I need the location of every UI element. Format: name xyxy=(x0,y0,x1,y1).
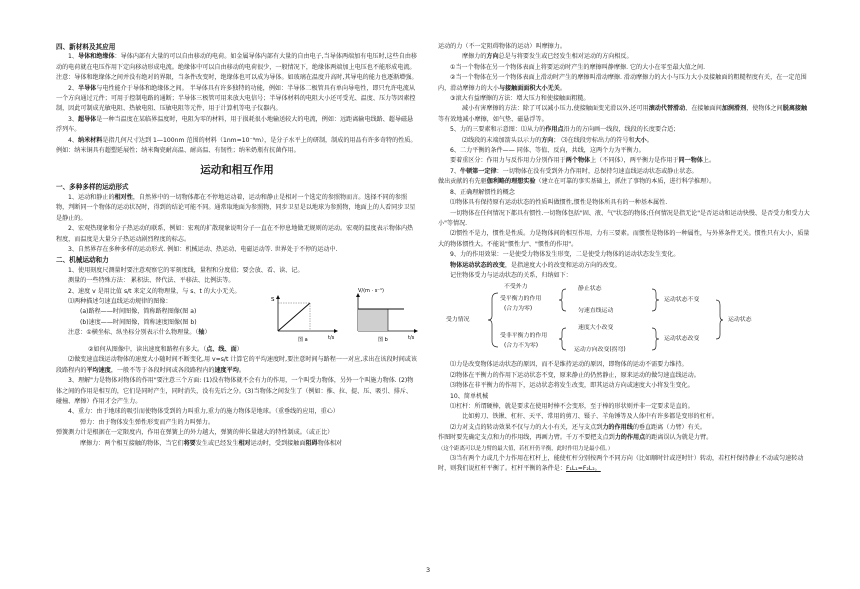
paragraph xyxy=(56,84,418,115)
emphasis-text: 作用点 xyxy=(545,126,564,134)
paragraph: ①当一个物体在另一个物体表面上将要运动时产生的摩擦叫静摩擦. 它的大小在零至最大值之间. xyxy=(450,63,706,71)
body-text: 5、力的三要素和示意图：⑴从力的 xyxy=(450,126,546,134)
paragraph xyxy=(438,125,810,135)
paragraph: ⑴力是改变物体运动状态的原因，而不是维持运动的原因，即物体的运动不需要力维持。 xyxy=(450,361,688,369)
tree-no-force: 不受外力 xyxy=(504,284,528,291)
paragraph xyxy=(56,439,418,449)
paragraph xyxy=(438,156,810,166)
paragraph: ⑴物体具有保持原有运动状态的性质叫做惯性,惯性是物体所具有的一种基本属性. xyxy=(450,199,668,207)
body-text: ，是指速度大小的改变和运动方向的改变。 xyxy=(504,261,621,269)
emphasis-text: 方向 xyxy=(486,53,499,61)
paragraph: ⑴杠杆：所谓硬棒，就是要求在使用时棒不会变形，至于棒的形状则并非一定要求是直的。 xyxy=(450,402,694,410)
body-text: 。 xyxy=(238,366,245,374)
emphasis-text: 伽利略的理想实验 xyxy=(486,178,536,186)
tree-unbalanced-sub: (合力不为零) xyxy=(504,343,539,350)
paragraph: ⑵惯性不是力，惯性是性质。力是物体间的相互作用，力有三要素。而惯性是物体的一种属性，与外界条件无关。惯性只有大小，质量大的物体惯性大。不能说"惯性力"、"惯性的作用"。 xyxy=(438,230,810,248)
emphasis-text: 同一物体 xyxy=(678,157,703,165)
chapter-title: 运动和相互作用 xyxy=(200,164,274,177)
paragraph xyxy=(56,345,418,355)
body-text: ，使物体之间 xyxy=(746,105,783,113)
paragraph: ③滚大有益摩擦的方法：增大压力和使接触面粗糙。 xyxy=(450,95,590,103)
graph-b-ylabel: V/(m · s⁻¹) xyxy=(358,287,384,294)
note-bold: 轴 xyxy=(198,329,205,337)
paragraph xyxy=(438,73,810,94)
body-text: 的距离误认为就是力臂。 xyxy=(645,434,713,442)
emphasis-text: 与接触面面积大小无关 xyxy=(498,84,560,92)
paragraph: ⑵物体在平衡力的作用下运动状态不变，原来静止的仍然静止，原来运动的做匀速直线运动。 xyxy=(450,371,700,379)
tree-balanced: 受平衡力的作用 xyxy=(500,296,542,303)
body-text: 做出贡献的有先驱 xyxy=(438,178,487,186)
graph-description xyxy=(68,297,268,339)
balance-formula: F₁L₁=F₂L₂。 xyxy=(565,465,601,473)
emphasis-text: 牛顿第一定律 xyxy=(459,167,497,175)
body-text: 发生或已经发生 xyxy=(195,439,239,447)
emphasis-text: 力的作用点 xyxy=(614,434,646,442)
note-end: ） xyxy=(236,345,243,353)
paragraph: 比如剪刀、铁锹、杠秆、天平、常用的剪刀、镊子、羊角锤等及人体中有许多都是变形的杠杆。 xyxy=(462,413,718,421)
note-text: ②如何从图像中，读出速度和路程有多大。（ xyxy=(88,345,207,353)
paragraph xyxy=(56,407,418,417)
body-text: 1、 xyxy=(68,53,78,61)
body-text: ； ⑶在线段旁标出力的符号和 xyxy=(553,136,635,144)
emphasis-text: 加润滑剂 xyxy=(721,105,747,113)
paragraph: 记住物体受力与运动状态的关系，归纳如下： xyxy=(450,271,572,279)
paragraph xyxy=(56,193,418,224)
tree-unbalanced: 受非平衡力的作用 xyxy=(500,333,548,340)
body-text: ⑵力对支点的转动效果不仅与力的大小有关，还与支点到 xyxy=(450,423,603,431)
paragraph xyxy=(438,433,810,443)
body-text: 与电性能介于导体和绝缘体之间。 半导体具有许多独特的功能，例如：半导体二极管具有单向导电性，即只允许电流从一个方向通过元件；可用于控制电路的通断；半导体三极管可用来放大电信号；半导体材料的电阻大小还可受光、温度、压力等因素控制，因此可制成光敏电阻、热敏电阻、压敏电阻等元件，用于计算机等电子仪器内。 xyxy=(56,84,416,113)
tree-balanced-sub: (合力为零) xyxy=(504,306,533,313)
paragraph: 一切物体在任何情况下都具有惯性.一切物体包括"固、液、气"状态的物体;任何情况是指无论"是否运动和运动快慢、是否受力和受力大小"等情况. xyxy=(438,209,810,227)
body-text: ②当一个物体在另一个物体表面上滑动时产生的摩擦叫滑动摩擦. 滑动摩擦力的大小与压力大小及接触面的粗糙程度有关，在一定范围内，滑动摩擦力的大小 xyxy=(438,74,807,92)
body-text: ：一切物体在没有受到外力作用时，总保持匀速直线运动状态或静止状态。 xyxy=(496,167,698,175)
paragraph: ⑴两种描述匀速直线运动规律的图像： xyxy=(68,297,172,305)
body-text: 是一种当温度在某临界温度时，电阻为零的材料，用于损耗很小地输送较大的电流，例如：远距离输电线路、超导磁悬浮列车。 xyxy=(56,115,414,134)
body-text: ⑵做变速直线运动物体的速度大小随时间不断变化,用 v=s/t 计算它的平均速度时,要注意时间与路程一一对应,求出在该段时间或该段路程内的 xyxy=(56,356,417,374)
body-text: 摩擦力：两个相互接触的物体，当它们 xyxy=(80,439,184,447)
page-number: 3 xyxy=(426,566,431,574)
balance-text: ⑶当有两个力或几个力作用在杠杆上，能使杠杆分别按两个不同方向（比如顺时针或逆时针）转动，若杠杆保持静止不动或匀速转动时，则我们说杠杆平衡了。杠杆平衡的条件是： xyxy=(438,455,804,473)
body-text: 的垂直距离（力臂）有关。 xyxy=(632,423,706,431)
body-text: 上（不同体），两平衡力是作用于 xyxy=(590,157,679,165)
emphasis-text: 物体运动状态的改变 xyxy=(450,261,505,269)
body-text: 减小有害摩擦的方法：除了可以减小压力,使接触面变光滑以外,还可用 xyxy=(462,105,649,113)
paragraph xyxy=(56,136,418,157)
body-text: ⑵线段的末端加箭头以示力的 xyxy=(462,136,542,144)
paragraph xyxy=(438,167,810,177)
tree-state: 运动状态 xyxy=(728,317,752,324)
paragraph: 3、理解"力是物体对物体的作用"要注意三个方面: (1)没有物体就不会有力的作用，一个叫受力物体，另外一个叫施力物体. (2)物体之间的作用是相互的，它们是同时产生，同时消失，没有先后之分。(3)当物体之间发生了（例如：推、拉、提、压、吸引、排斥、碰撞、摩擦）作用才会产生力。 xyxy=(56,377,414,405)
paragraph: 2、宏观热现象和分子热运动的联系，例如：宏观的扩散现象说明分子一直在不停息地做无规则的运动。宏观的温度表示物体内热程度，而温度是大量分子热运动剧烈程度的标志。 xyxy=(56,225,414,243)
body-text: 物体相对 xyxy=(317,439,343,447)
body-text: 运动时，受到接触面 xyxy=(250,439,306,447)
right-column xyxy=(438,42,810,475)
paragraph xyxy=(438,104,810,125)
body-text: 沿力的方向画一线段，线段的长度要合适； xyxy=(563,126,680,134)
emphasis-text: 半导体 xyxy=(77,84,97,92)
body-text: 摩擦力的 xyxy=(462,53,487,61)
tree-dir-change: 运动方向改变(拐弯) xyxy=(574,347,626,354)
paragraph: 8、正确理解惯性的概念 xyxy=(450,188,515,196)
emphasis-text: 两个物体 xyxy=(565,157,591,165)
paragraph xyxy=(438,177,810,187)
paragraph: 6、二力平衡的条件—— 同体、等值、反向，共线，这两个力为平衡力。 xyxy=(450,147,645,155)
body-text: 4、 xyxy=(68,136,78,144)
emphasis-text: 超导体 xyxy=(77,115,97,123)
tree-changed: 运动状态改变 xyxy=(664,336,700,343)
paragraph: 3、自然界存在多种多样的运动形式. 例如：机械运动、热运动、电磁运动等. 世界处于不停的运动中. xyxy=(68,245,338,253)
body-text: 要着重区分：作用力与反作用力分别作用于 xyxy=(450,157,566,165)
paragraph xyxy=(438,423,810,433)
body-text: 总是与将要发生或已经发生相对运动的方向相反。 xyxy=(498,53,633,61)
emphasis-text: 将要 xyxy=(183,439,196,447)
body-text: 、在接触面间 xyxy=(685,105,722,113)
graph-b-caption: 图 b xyxy=(378,336,388,343)
emphasis-text: 纳米材料 xyxy=(77,136,103,144)
body-text: 4、重力：由于地球的吸引而使物体受到的力叫重力,重力的施力物体是地球。（重垂线的应用，重心） xyxy=(68,408,339,416)
body-text: 1、运动和静止的 xyxy=(68,193,115,201)
emphasis-text: 方向 xyxy=(541,136,554,144)
body-text: ：导体内部有大量的可以自由移动的电荷。如金属导体内部有大量的自由电子,当导体两端加有电压时,这些自由移动的电荷就在电压作用下定向移动形成电流。绝缘体中可以自由移动的电荷很少，一般情况下，绝缘体两端加上电压也不能形成电流。注意：导体和绝缘体之间并没有绝对的界限，当条件改变时，绝缘体也可以成为导体。如玻璃在温度升高时,其导电的能力也逐渐增强。 xyxy=(56,53,418,82)
body-text: 2、 xyxy=(68,84,78,92)
paragraph: (b)速度——时间图像，简称速度图像(图 b) xyxy=(80,318,197,326)
paragraph: 2、速度 v 是用比值 s/t 来定义的物理量，与 s、t 的大小无关。 xyxy=(68,287,241,295)
graph-b xyxy=(348,285,424,343)
paragraph xyxy=(438,261,810,271)
emphasis-text: 相对性 xyxy=(114,193,133,201)
graph-a-xlabel: t/s xyxy=(328,334,335,341)
body-text: 。 xyxy=(559,84,566,92)
tree-speed-change: 速度大小改变 xyxy=(578,325,614,332)
graph-a-line xyxy=(278,303,310,331)
left-column xyxy=(56,42,418,449)
tree-rest: 静止状态 xyxy=(578,286,602,293)
paragraph xyxy=(56,52,418,83)
paragraph: ⑶物体在非平衡力的作用下，运动状态将发生改变，即其运动方向或速度大小将发生变化。 xyxy=(450,382,694,390)
note-end: ） xyxy=(204,329,211,337)
tree-uniform: 匀速直线运动 xyxy=(578,308,614,315)
section-heading-motion-forms: 一、多种多样的运动形式 xyxy=(56,183,129,192)
emphasis-text: 力的作用线 xyxy=(602,423,633,431)
note-bold: 点、线、面 xyxy=(206,345,237,353)
emphasis-text: 导体和绝缘体 xyxy=(77,53,115,61)
graph-a-ylabel: S xyxy=(271,296,275,303)
paragraph xyxy=(56,355,418,376)
graph-b-xlabel: t/s xyxy=(408,334,415,341)
body-text: ，一般不等于各段时间或各段路程内的 xyxy=(110,366,215,374)
paragraph: 9、力的作用效果：一是使受力物体发生形变，二是使受力物体的运动状态发生变化。 xyxy=(450,251,680,259)
force-motion-diagram xyxy=(438,283,810,357)
body-text: 7、 xyxy=(450,167,460,175)
paragraph: 弹簧测力计是根据在一定限度内，作用在弹簧上的外力越大，弹簧的伸长量越大的特性制成。（或正比） xyxy=(56,429,334,437)
paragraph: 运动的力（不一定阻碍物体的运动）叫摩擦力。 xyxy=(438,43,566,50)
body-text: 。 xyxy=(646,136,653,144)
body-text: 3、 xyxy=(68,115,78,123)
paragraph: 1、使用刻度尺测量时要注意观察它的零刻度线，量程和分度值；要会放、看、读、记。 xyxy=(68,266,304,274)
graph-b-area xyxy=(358,309,388,331)
emphasis-text: 阻碍 xyxy=(305,439,318,447)
paragraph: 弹力：由于物体发生弹性形变而产生的力叫弹力。 xyxy=(80,418,215,426)
graph-a xyxy=(270,293,342,343)
paragraph xyxy=(438,454,810,475)
emphasis-text: 相对 xyxy=(238,439,251,447)
paragraph xyxy=(438,52,810,62)
body-text: （建立在可靠的事实基础上，抓住了事物的本质，进行科学推理）。 xyxy=(535,178,716,186)
paragraph xyxy=(56,115,418,136)
emphasis-text: 大小 xyxy=(634,136,647,144)
tree-root: 受力情况 xyxy=(446,317,470,324)
body-text: 等有效地减小摩擦，如气垫、磁悬浮等。 xyxy=(438,115,548,123)
tree-unchanged: 运动状态不变 xyxy=(664,297,700,304)
note-text: 注意：①横坐标、纵坐标分别表示什么物理量。（ xyxy=(68,329,199,337)
emphasis-text: 滚动代替滑动 xyxy=(648,105,686,113)
emphasis-text: 脱离接触 xyxy=(782,105,808,113)
body-text: 作图时要先确定支点和力的作用线，再画力臂。千万不要把支点到 xyxy=(438,434,615,442)
paragraph: 测量的一些特殊方法： 累积法、替代法、平移法、比例法等。 xyxy=(68,277,235,285)
paragraph: (a)路程——时间图像，简称路程图像(图 a) xyxy=(80,308,197,316)
section-heading-new-materials: 四、新材料及其应用 xyxy=(56,43,116,51)
paragraph-note: （这个距离可以是力臂的最大值，若杠杆仍平衡，此时作用力是最小值。） xyxy=(438,445,614,452)
paragraph xyxy=(438,136,810,146)
body-text: ，自然界中的一切物体都在不停地运动着，运动和静止是相对一个选定的参照物而言。选择不同的参照物，判断同一个物体的运动状况时，得到的结论可能不同。通常取地面为参照物，同步卫星是以地球为参照物，地面上的人看同步卫星是静止的。 xyxy=(56,193,416,222)
emphasis-text: 平均速度 xyxy=(86,366,111,374)
body-text: 是指几何尺寸达到 1—100nm 范围的材料（1nm=10⁻⁹m），是分子水平上的研制，制成的用品有许多奇特的性质。例如：纳米铜具有超塑延展性；纳米陶瓷耐高温、耐高温、有韧性；纳米奶瓶有抗菌作用。 xyxy=(56,136,417,155)
body-text: 上。 xyxy=(702,157,716,165)
emphasis-text: 速度平均 xyxy=(214,366,239,374)
paragraph xyxy=(68,328,268,338)
graph-a-caption: 图 a xyxy=(298,336,308,343)
section-heading-mechanics: 二、机械运动和力 xyxy=(56,256,109,265)
paragraph: 10、简单机械 xyxy=(450,392,489,400)
